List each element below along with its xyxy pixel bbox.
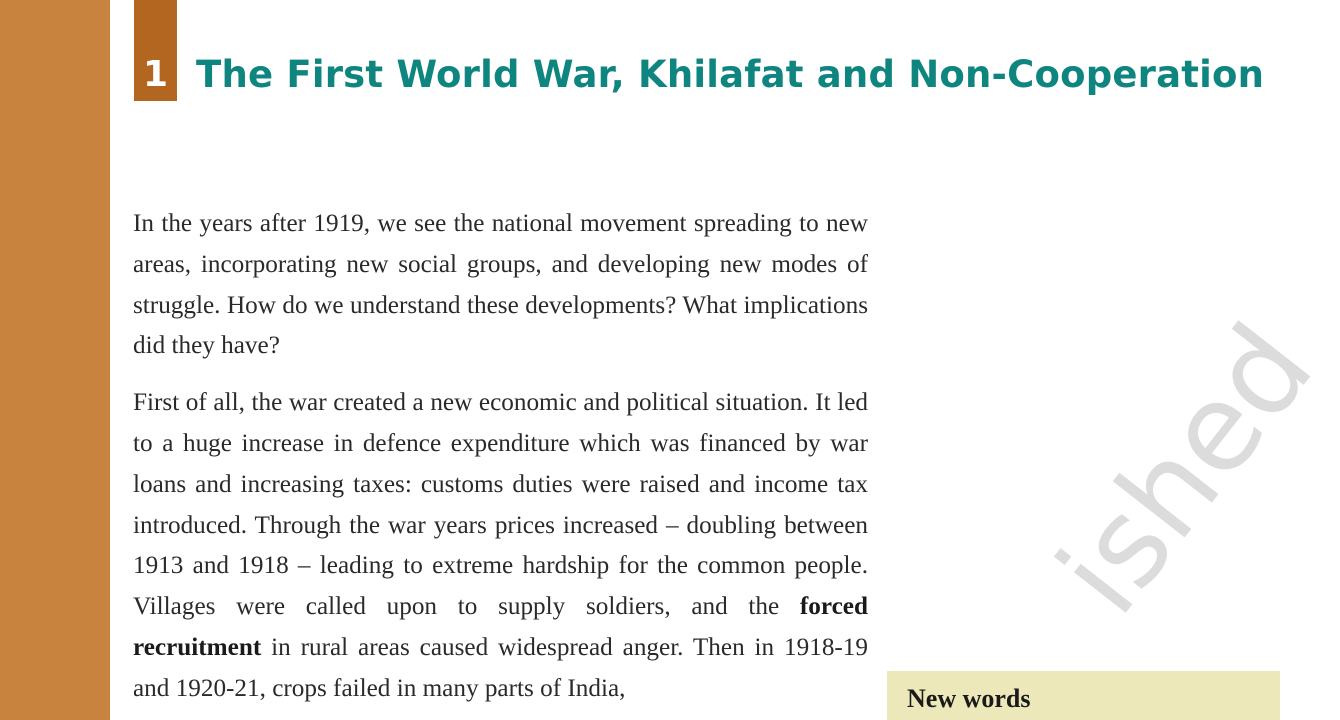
- body-text: [133, 204, 868, 710]
- bold-term-forced-recruitment: forced recruitment: [133, 593, 868, 661]
- paragraph-2-text-end: in rural areas caused widespread anger. Then in 1918-19 and 1920-21, crops failed in many parts of India,: [133, 633, 868, 702]
- section-number: 1: [142, 54, 169, 95]
- new-words-heading: New words: [907, 684, 1031, 713]
- page-title: The First World War, Khilafat and Non-Cooperation: [196, 53, 1265, 96]
- paragraph-2-text-start: First of all, the war created a new economic and political situation. It led to a huge increase in defence expenditure which was financed by war loans and increasing taxes: customs duties were raised and income tax introduced. Through the war years prices increased – doubling between 1913 and 1918 – leading to extreme hardship for the common people. Villages were called upon to supply soldiers, and the: [133, 389, 868, 621]
- watermark: ished: [1032, 300, 1340, 640]
- side-color-band: [0, 0, 110, 720]
- paragraph-2: [133, 383, 868, 709]
- paragraph-1: In the years after 1919, we see the national movement spreading to new areas, incorporating new social groups, and developing new modes of struggle. How do we understand these developments? What implications did they have?: [133, 210, 868, 360]
- new-words-box: [887, 671, 1280, 720]
- section-number-badge: [134, 0, 177, 101]
